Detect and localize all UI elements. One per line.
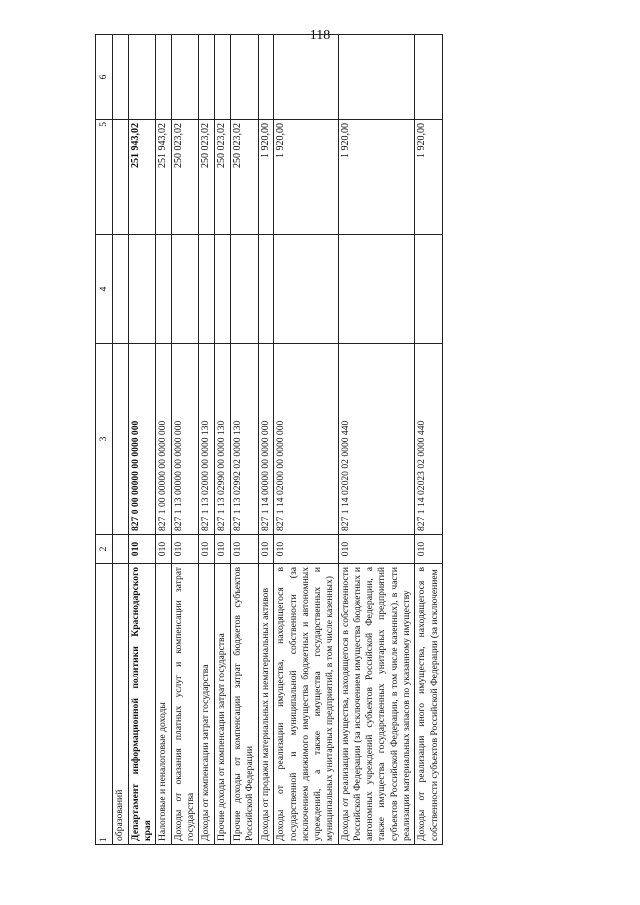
header-col-3: 3	[96, 344, 113, 535]
row-code-cell: 827 1 14 02023 02 0000 440	[415, 344, 443, 535]
table-row	[156, 35, 172, 845]
row-col4-cell	[274, 235, 338, 344]
row-amount-cell: 250 023,02	[171, 120, 199, 235]
row-amount-cell: 1 920,00	[338, 120, 415, 235]
row-col2-cell: 010	[415, 535, 443, 564]
table-row	[258, 35, 274, 845]
revenue-table	[95, 34, 443, 845]
table-row	[415, 35, 443, 845]
row-name-cell: Доходы от реализации имущества, находящегося в государственной и муниципальной собственности (за исключением движимого имущества бюджетных и автономных учреждений, а также имущества государственных и муниципальных унитарных предприятий, в том числе казенных)	[274, 564, 338, 845]
row-amount-cell: 1 920,00	[415, 120, 443, 235]
table-row	[338, 35, 415, 845]
row-amount-cell: 251 943,02	[156, 120, 172, 235]
row-col6-cell	[338, 35, 415, 120]
row-amount-cell: 251 943,02	[128, 120, 156, 235]
row-col4-cell	[128, 235, 156, 344]
row-col2-cell: 010	[199, 535, 215, 564]
row-code-cell: 827 1 14 00000 00 0000 000	[258, 344, 274, 535]
row-name-cell: Прочие доходы от компенсации затрат бюджетов субъектов Российской Федерации	[230, 564, 258, 845]
row-code-cell: 827 0 00 00000 00 0000 000	[128, 344, 156, 535]
table-row	[171, 35, 199, 845]
row-col4-cell	[338, 235, 415, 344]
row-col2-cell: 010	[215, 535, 231, 564]
row-col2-cell	[113, 535, 128, 564]
table-row	[230, 35, 258, 845]
row-amount-cell: 1 920,00	[258, 120, 274, 235]
table-row	[199, 35, 215, 845]
row-name-cell: Департамент информационной политики Краснодарского края	[128, 564, 156, 845]
header-col-4: 4	[96, 235, 113, 344]
row-col2-cell: 010	[258, 535, 274, 564]
row-code-cell: 827 1 00 00000 00 0000 000	[156, 344, 172, 535]
header-col-1: 1	[96, 564, 113, 845]
row-col2-cell: 010	[338, 535, 415, 564]
row-name-cell: Доходы от реализации имущества, находящегося в собственности Российской Федерации (за исключением имущества бюджетных и автономных учреждений субъектов Российской Федерации, а также имущества государственных унитарных предприятий субъектов Российской Федерации, в том числе казенных), в части реализации материальных запасов по указанному имуществу	[338, 564, 415, 845]
row-col2-cell: 010	[274, 535, 338, 564]
row-col4-cell	[215, 235, 231, 344]
table-row	[128, 35, 156, 845]
row-code-cell	[113, 344, 128, 535]
row-code-cell: 827 1 13 02992 02 0000 130	[230, 344, 258, 535]
row-col6-cell	[113, 35, 128, 120]
row-col6-cell	[274, 35, 338, 120]
row-col4-cell	[156, 235, 172, 344]
row-name-cell: Налоговые и неналоговые доходы	[156, 564, 172, 845]
rotated-table-container	[95, 65, 565, 845]
table-row	[274, 35, 338, 845]
table-body	[113, 35, 443, 845]
row-col4-cell	[415, 235, 443, 344]
page-number: 118	[309, 28, 331, 43]
table-row	[215, 35, 231, 845]
row-col6-cell	[199, 35, 215, 120]
row-code-cell: 827 1 14 02020 02 0000 440	[338, 344, 415, 535]
row-col6-cell	[415, 35, 443, 120]
row-name-cell: Прочие доходы от компенсации затрат государства	[215, 564, 231, 845]
row-code-cell: 827 1 13 02990 00 0000 130	[215, 344, 231, 535]
table-row	[113, 35, 128, 845]
row-col2-cell: 010	[230, 535, 258, 564]
header-col-2: 2	[96, 535, 113, 564]
row-code-cell: 827 1 14 02000 00 0000 000	[274, 344, 338, 535]
row-col2-cell: 010	[128, 535, 156, 564]
header-col-6: 6	[96, 35, 113, 120]
row-col2-cell: 010	[171, 535, 199, 564]
row-name-cell: образований	[113, 564, 128, 845]
header-col-5: 5	[96, 120, 113, 235]
row-col4-cell	[171, 235, 199, 344]
row-col6-cell	[128, 35, 156, 120]
row-code-cell: 827 1 13 02000 00 0000 130	[199, 344, 215, 535]
row-amount-cell: 250 023,02	[215, 120, 231, 235]
row-col6-cell	[156, 35, 172, 120]
row-name-cell: Доходы от оказания платных услуг и компенсации затрат государства	[171, 564, 199, 845]
row-amount-cell: 250 023,02	[199, 120, 215, 235]
row-name-cell: Доходы от компенсации затрат государства	[199, 564, 215, 845]
row-col4-cell	[258, 235, 274, 344]
row-col4-cell	[199, 235, 215, 344]
row-amount-cell: 250 023,02	[230, 120, 258, 235]
row-col6-cell	[230, 35, 258, 120]
row-col6-cell	[171, 35, 199, 120]
row-col4-cell	[230, 235, 258, 344]
row-col4-cell	[113, 235, 128, 344]
row-amount-cell	[113, 120, 128, 235]
table-header-row	[96, 35, 113, 845]
row-name-cell: Доходы от продажи материальных и нематериальных активов	[258, 564, 274, 845]
row-amount-cell: 1 920,00	[274, 120, 338, 235]
row-col2-cell: 010	[156, 535, 172, 564]
row-col6-cell	[258, 35, 274, 120]
row-name-cell: Доходы от реализации иного имущества, находящегося в собственности субъектов Российской Федерации (за исключением	[415, 564, 443, 845]
row-col6-cell	[215, 35, 231, 120]
row-code-cell: 827 1 13 00000 00 0000 000	[171, 344, 199, 535]
